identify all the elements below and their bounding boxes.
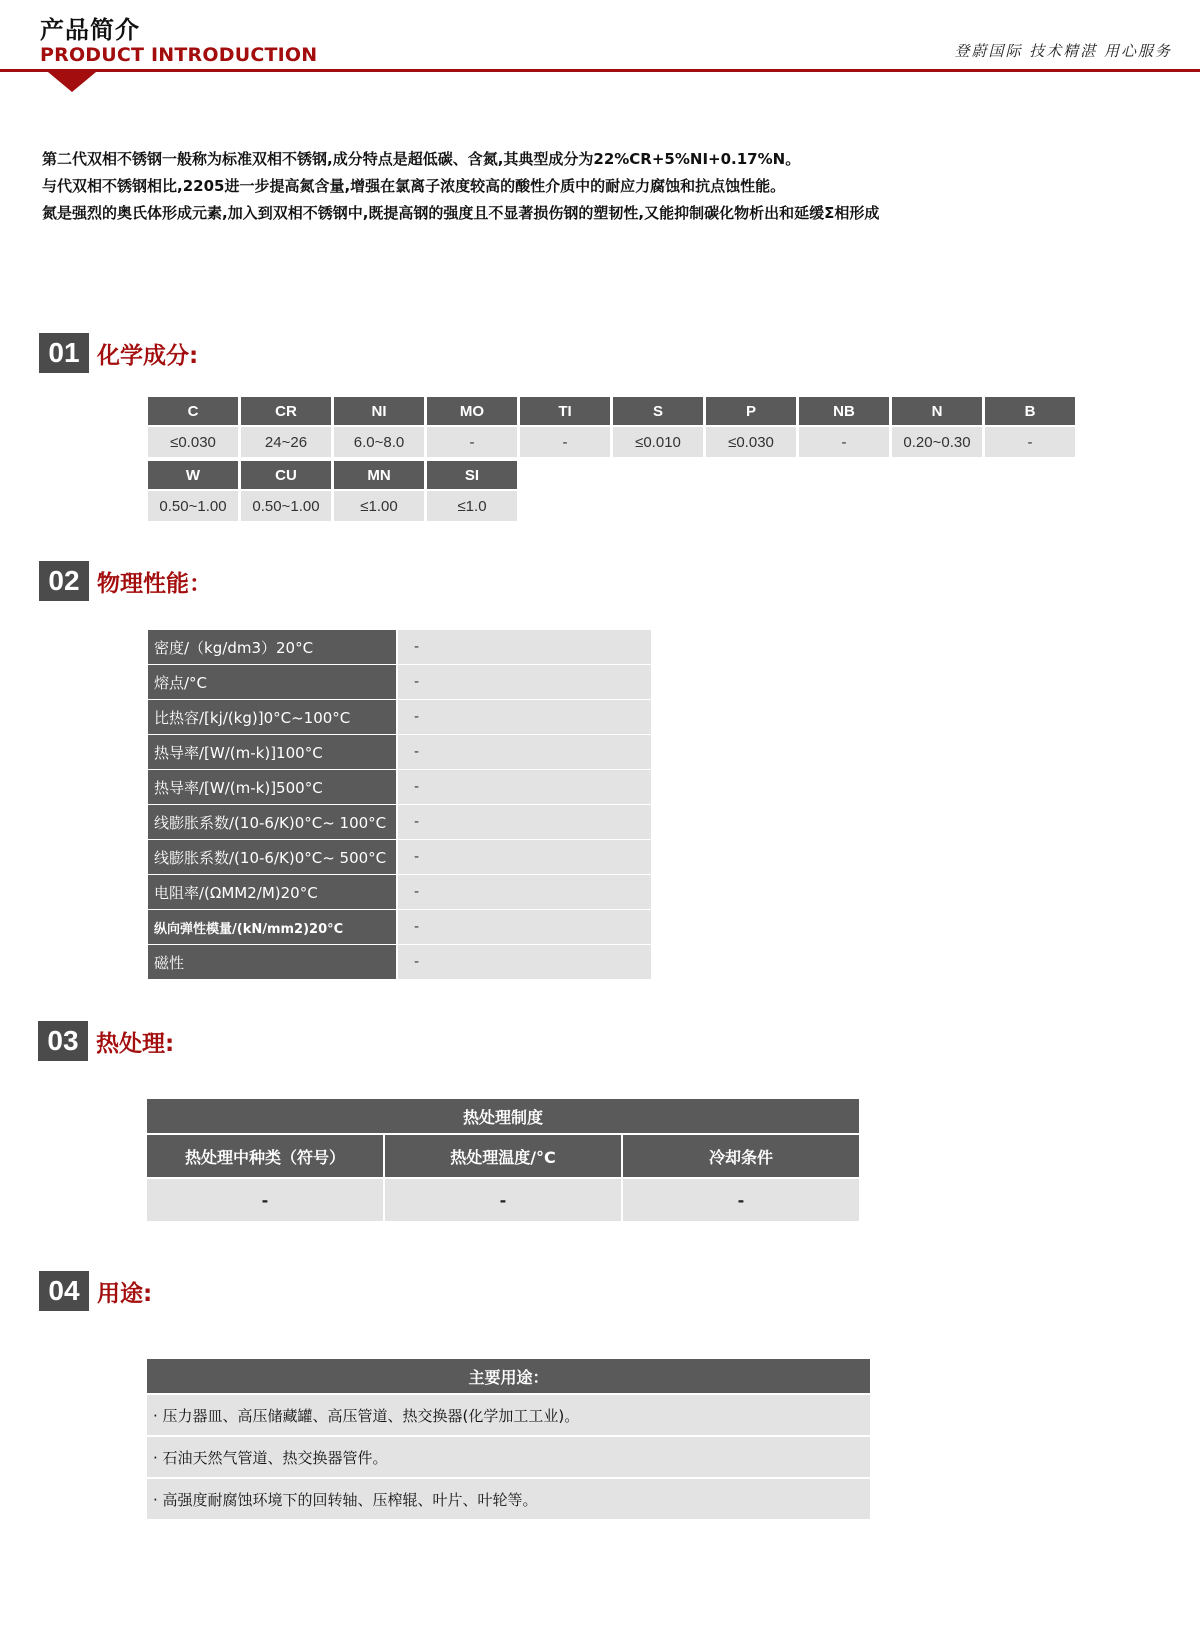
property-value: - — [398, 630, 651, 664]
section-number: 02 — [39, 561, 89, 601]
element-header: P — [706, 397, 796, 425]
table-caption: 主要用途： — [147, 1359, 870, 1395]
element-value: 6.0~8.0 — [334, 427, 424, 457]
element-header: S — [613, 397, 703, 425]
section-number: 04 — [39, 1271, 89, 1311]
element-value: ≤0.030 — [706, 427, 796, 457]
section-heading-physical — [39, 561, 212, 601]
table-cell: - — [385, 1179, 623, 1221]
section-number: 01 — [39, 333, 89, 373]
intro-line-3: 氮是强烈的奥氏体形成元素,加入到双相不锈钢中,既提高钢的强度且不显著损伤钢的塑韧性,又能抑制碳化物析出和延缓Σ相形成 — [42, 204, 880, 222]
element-value: ≤0.030 — [148, 427, 238, 457]
property-value: - — [398, 875, 651, 909]
property-value: - — [398, 910, 651, 944]
table-row — [148, 840, 651, 875]
table-row — [148, 805, 651, 840]
element-value: - — [427, 427, 517, 457]
table-row — [148, 910, 651, 945]
page-title: 产品简介 — [40, 16, 140, 44]
intro-line-1: 第二代双相不锈钢一般称为标准双相不锈钢,成分特点是超低碳、含氮,其典型成分为22%CR+5%NI+0.17%N。 — [42, 150, 801, 168]
element-header: MO — [427, 397, 517, 425]
property-value: - — [398, 665, 651, 699]
element-header: CU — [241, 461, 331, 489]
table-row — [147, 1179, 859, 1221]
element-value: - — [520, 427, 610, 457]
table-cell: - — [623, 1179, 859, 1221]
property-value: - — [398, 805, 651, 839]
element-value: ≤1.00 — [334, 491, 424, 521]
slogan: 登蔚国际 技术精湛 用心服务 — [954, 42, 1172, 60]
list-item: · 高强度耐腐蚀环境下的回转轴、压榨辊、叶片、叶轮等。 — [147, 1479, 870, 1521]
element-value: - — [799, 427, 889, 457]
property-label: 磁性 — [148, 945, 398, 979]
section-title: 化学成分: — [97, 342, 199, 369]
heat-treatment-table — [147, 1099, 859, 1221]
table-caption: 热处理制度 — [147, 1099, 859, 1135]
element-header: NI — [334, 397, 424, 425]
element-header: N — [892, 397, 982, 425]
property-label: 纵向弹性模量/(kN/mm2)20°C — [148, 910, 398, 944]
table-row — [148, 665, 651, 700]
page-subtitle: PRODUCT INTRODUCTION — [40, 44, 318, 66]
property-label: 密度/（kg/dm3）20°C — [148, 630, 398, 664]
section-heading-heat-treatment — [38, 1021, 174, 1061]
table-row — [148, 630, 651, 665]
column-header: 冷却条件 — [623, 1135, 859, 1177]
element-header: MN — [334, 461, 424, 489]
element-value: 24~26 — [241, 427, 331, 457]
element-header: C — [148, 397, 238, 425]
table-row — [148, 700, 651, 735]
property-value: - — [398, 945, 651, 979]
column-header: 热处理温度/°C — [385, 1135, 623, 1177]
physical-properties-table — [148, 630, 651, 980]
element-value: 0.50~1.00 — [148, 491, 238, 521]
element-value: ≤1.0 — [427, 491, 517, 521]
header-divider — [0, 69, 1200, 72]
property-value: - — [398, 700, 651, 734]
element-header: NB — [799, 397, 889, 425]
property-label: 线膨胀系数/(10-6/K)0°C~ 500°C — [148, 840, 398, 874]
element-value: 0.50~1.00 — [241, 491, 331, 521]
table-header-row — [147, 1135, 859, 1177]
property-label: 热导率/[W/(m-k)]500°C — [148, 770, 398, 804]
property-label: 比热容/[kj/(kg)]0°C~100°C — [148, 700, 398, 734]
uses-table — [147, 1359, 870, 1521]
property-value: - — [398, 840, 651, 874]
element-header: B — [985, 397, 1075, 425]
section-heading-chemical — [39, 333, 198, 373]
section-heading-uses — [39, 1271, 152, 1311]
intro-text — [42, 146, 1162, 227]
section-title: 物理性能： — [97, 570, 212, 597]
element-header: TI — [520, 397, 610, 425]
table-row — [148, 735, 651, 770]
property-value: - — [398, 735, 651, 769]
list-item: · 压力器皿、高压储藏罐、高压管道、热交换器(化学加工工业)。 — [147, 1395, 870, 1437]
element-header: W — [148, 461, 238, 489]
intro-line-2: 与代双相不锈钢相比,2205进一步提高氮含量,增强在氯离子浓度较高的酸性介质中的耐应力腐蚀和抗点蚀性能。 — [42, 177, 786, 195]
element-value: 0.20~0.30 — [892, 427, 982, 457]
element-value: ≤0.010 — [613, 427, 703, 457]
section-number: 03 — [38, 1021, 88, 1061]
table-row — [148, 770, 651, 805]
property-label: 电阻率/(ΩMM2/M)20°C — [148, 875, 398, 909]
section-title: 热处理: — [96, 1030, 175, 1057]
section-title: 用途: — [97, 1280, 153, 1307]
property-value: - — [398, 770, 651, 804]
element-header: CR — [241, 397, 331, 425]
table-row — [148, 875, 651, 910]
element-value: - — [985, 427, 1075, 457]
table-row — [148, 945, 651, 980]
property-label: 线膨胀系数/(10-6/K)0°C~ 100°C — [148, 805, 398, 839]
column-header: 热处理中种类（符号） — [147, 1135, 385, 1177]
header-triangle-marker — [48, 72, 96, 92]
list-item: · 石油天然气管道、热交换器管件。 — [147, 1437, 870, 1479]
property-label: 熔点/°C — [148, 665, 398, 699]
table-cell: - — [147, 1179, 385, 1221]
property-label: 热导率/[W/(m-k)]100°C — [148, 735, 398, 769]
element-header: SI — [427, 461, 517, 489]
